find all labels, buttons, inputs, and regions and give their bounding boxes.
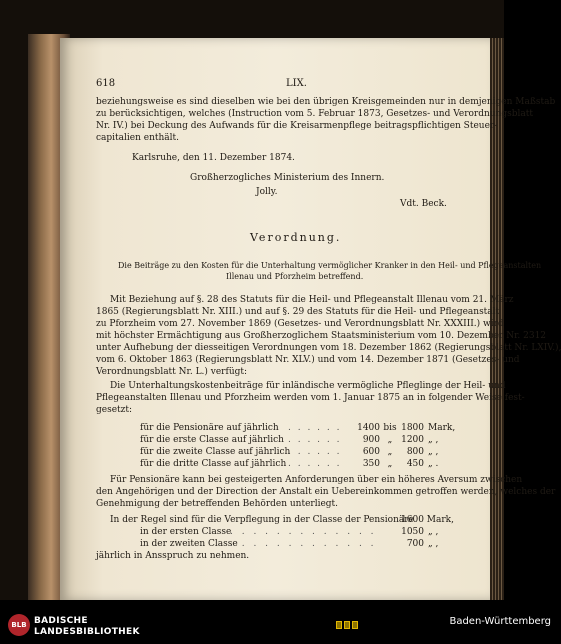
rate-label: für die Pensionäre auf jährlich [140, 423, 279, 433]
para-line: unter Aufhebung der diesseitigen Verordnungen vom 18. Dezember 1862 (Regierungsblatt Nr. LXIV.), [96, 343, 561, 353]
subtitle-line: Die Beiträge zu den Kosten für die Unterhaltung vermöglicher Kranker in den Heil- und Pflegeanstalten [118, 261, 542, 270]
class-unit: „ , [428, 527, 439, 537]
dot-leader: . . . . . . [288, 459, 342, 469]
para-line: mit höchster Ermächtigung aus Großherzoglichem Staatsministerium vom 10. Dezember Nr. 2312 [96, 331, 547, 341]
intro-line: capitalien enthält. [96, 133, 180, 143]
rate-unit: „ , [428, 447, 439, 457]
para-line: Für Pensionäre kann bei gesteigerten Anforderungen über ein höheres Aversum zwischen [110, 475, 523, 485]
book-page [60, 38, 561, 600]
para-line: Pflegeanstalten Illenau und Pforzheim werden vom 1. Januar 1875 an in folgender Weise fest- [96, 393, 525, 403]
subtitle-line: Illenau und Pforzheim betreffend. [226, 272, 364, 281]
intro-line: beziehungsweise es sind dieselben wie bei den übrigen Kreisgemeinden nur in demjenigen Maßstab [96, 97, 556, 107]
rate-unit: Mark, [428, 423, 456, 433]
place-date: Karlsruhe, den 11. Dezember 1874. [132, 153, 295, 163]
lead-value: 1600 Mark, [401, 515, 454, 525]
para-line: gesetzt: [96, 405, 133, 415]
para-line: Verordnungsblatt Nr. L.) verfügt: [96, 367, 248, 377]
state-name: Baden-Württemberg [449, 616, 551, 627]
bw-coat-of-arms-icon [334, 618, 360, 632]
rate-sep: „ [387, 435, 393, 445]
rate-to: 800 [406, 447, 424, 457]
class-value: 1050 [401, 527, 424, 537]
rate-unit: „ , [428, 435, 439, 445]
blb-logo[interactable]: BLB [8, 614, 30, 636]
signer-beck: Vdt. Beck. [400, 199, 447, 209]
rate-unit: „ . [428, 459, 439, 469]
para-line: Genehmigung der betreffenden Behörden unterliegt. [96, 499, 339, 509]
para-line: In der Regel sind für die Verpflegung in der Classe der Pensionäre [110, 515, 414, 525]
dot-leader: . . . . . . . . . . . . . [230, 527, 377, 537]
dot-leader: . . . . . . [288, 435, 342, 445]
dot-leader: . . . . . . [288, 423, 342, 433]
rate-sep: „ [387, 447, 393, 457]
rate-label: für die erste Classe auf jährlich [140, 435, 284, 445]
class-value: 700 [406, 539, 424, 549]
para-line: Mit Beziehung auf §. 28 des Statuts für die Heil- und Pflegeanstalt Illenau vom 21. März [110, 295, 514, 305]
rate-to: 1800 [401, 423, 424, 433]
class-label: in der ersten Classe [140, 527, 232, 537]
class-unit: „ , [428, 539, 439, 549]
para-line: Die Unterhaltungskostenbeiträge für inländische vermögliche Pfleglinge der Heil- und [110, 381, 506, 391]
para-line: 1865 (Regierungsblatt Nr. XIII.) und auf §. 29 des Statuts für die Heil- und Pflegeanstalt [96, 307, 500, 317]
rate-from: 600 [362, 447, 380, 457]
rate-to: 1200 [401, 435, 424, 445]
rate-from: 900 [362, 435, 380, 445]
intro-line: Nr. IV.) bei Deckung des Aufwands für die Kreisarmenpflege beitragspflichtigen Steuer- [96, 121, 498, 131]
rate-from: 350 [362, 459, 380, 469]
rate-label: für die zweite Classe auf jährlich [140, 447, 291, 457]
para-line: den Angehörigen und der Direction der Anstalt ein Uebereinkommen getroffen werden, welches der [96, 487, 556, 497]
rate-label: für die dritte Classe auf jährlich [140, 459, 287, 469]
para-line: vom 6. Oktober 1863 (Regierungsblatt Nr. XLV.) und vom 14. Dezember 1871 (Gesetzes- und [96, 355, 520, 365]
ministry: Großherzogliches Ministerium des Innern. [190, 173, 385, 183]
signer-jolly: Jolly. [256, 187, 278, 197]
para-line: zu Pforzheim vom 27. November 1869 (Gesetzes- und Verordnungsblatt Nr. XXXIII.) wird [96, 319, 504, 329]
page-number: 618 [96, 78, 116, 89]
rate-sep: bis [383, 423, 397, 433]
rate-sep: „ [387, 459, 393, 469]
dot-leader: . . . . . . [288, 447, 342, 457]
para-line: jährlich in Ansspruch zu nehmen. [96, 551, 250, 561]
library-name-line2: LANDESBIBLIOTHEK [34, 627, 140, 637]
class-label: in der zweiten Classe [140, 539, 238, 549]
rate-to: 450 [406, 459, 424, 469]
dot-leader: . . . . . . . . . . . . . [230, 539, 377, 549]
library-name-line1: BADISCHE [34, 616, 88, 626]
rate-from: 1400 [357, 423, 380, 433]
document-title: Verordnung. [250, 231, 342, 244]
section-number: LIX. [286, 78, 307, 89]
intro-line: zu berücksichtigen, welches (Instruction vom 5. Februar 1873, Gesetzes- und Verordnungsblatt [96, 109, 533, 119]
